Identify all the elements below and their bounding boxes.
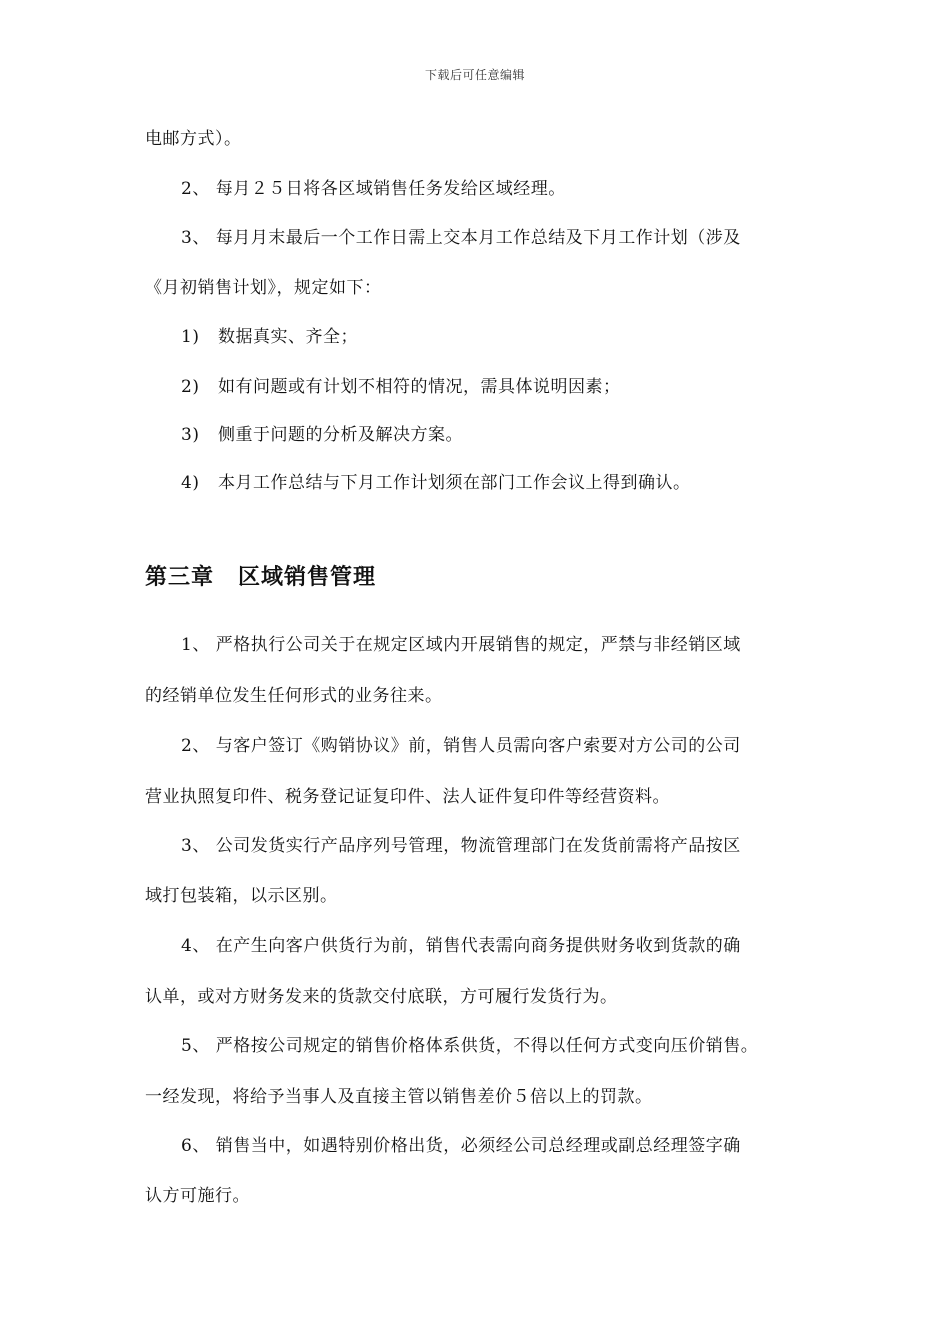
chapter-item-5-line1: 5、 严格按公司规定的销售价格体系供货，不得以任何方式变向压价销售。 (181, 1036, 759, 1056)
chapter-title: 区域销售管理 (238, 565, 377, 590)
sub-item-number: 1) (181, 327, 200, 347)
list-item-3-line1: 3、 每月月末最后一个工作日需上交本月工作总结及下月工作计划（涉及 (181, 228, 741, 248)
chapter-heading (145, 564, 376, 592)
sub-item-1 (181, 326, 861, 348)
chapter-item-1-line2: 的经销单位发生任何形式的业务往来。 (145, 686, 443, 706)
sub-item-text: 数据真实、齐全； (218, 327, 358, 347)
sub-item-3 (181, 424, 861, 446)
chapter-item-6-line2: 认方可施行。 (145, 1186, 250, 1206)
chapter-item-5-line2: 一经发现，将给予当事人及直接主管以销售差价５倍以上的罚款。 (145, 1087, 653, 1107)
paragraph-line: 电邮方式）。 (145, 129, 242, 149)
chapter-item-2-line2: 营业执照复印件、税务登记证复印件、法人证件复印件等经营资料。 (145, 787, 670, 807)
chapter-item-3-line1: 3、 公司发货实行产品序列号管理，物流管理部门在发货前需将产品按区 (181, 836, 741, 856)
chapter-item-3-line2: 域打包装箱，以示区别。 (145, 886, 338, 906)
sub-item-number: 2) (181, 377, 200, 397)
sub-item-text: 如有问题或有计划不相符的情况，需具体说明因素； (218, 377, 621, 397)
sub-item-number: 4) (181, 473, 200, 493)
sub-item-number: 3) (181, 425, 200, 445)
list-item-3-line2: 《月初销售计划》，规定如下： (145, 278, 382, 298)
sub-item-4 (181, 472, 861, 494)
sub-item-text: 侧重于问题的分析及解决方案。 (218, 425, 463, 445)
chapter-item-4-line1: 4、 在产生向客户供货行为前，销售代表需向商务提供财务收到货款的确 (181, 936, 741, 956)
page-header: 下载后可任意编辑 (424, 68, 525, 82)
chapter-item-2-line1: 2、 与客户签订《购销协议》前，销售人员需向客户索要对方公司的公司 (181, 736, 741, 756)
sub-item-text: 本月工作总结与下月工作计划须在部门工作会议上得到确认。 (218, 473, 691, 493)
chapter-label: 第三章 (145, 565, 215, 590)
list-item-2: 2、 每月２５日将各区域销售任务发给区域经理。 (181, 179, 566, 199)
chapter-item-6-line1: 6、 销售当中，如遇特别价格出货，必须经公司总经理或副总经理签字确 (181, 1136, 741, 1156)
chapter-item-1-line1: 1、 严格执行公司关于在规定区域内开展销售的规定，严禁与非经销区域 (181, 635, 741, 655)
sub-item-2 (181, 376, 861, 398)
chapter-item-4-line2: 认单，或对方财务发来的货款交付底联，方可履行发货行为。 (145, 987, 618, 1007)
